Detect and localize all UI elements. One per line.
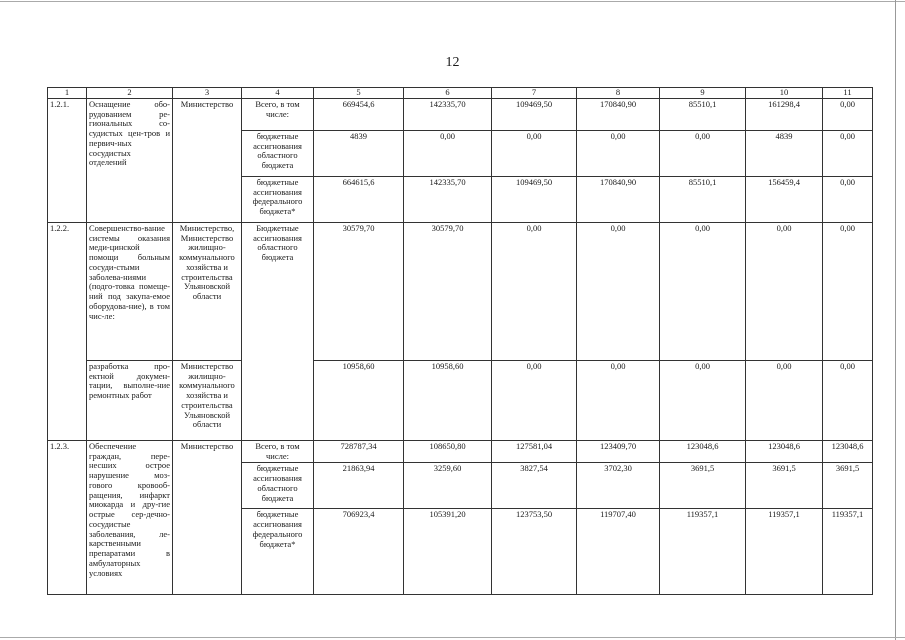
cell-value: 0,00: [577, 130, 660, 176]
funding-source: бюджетные ассигнования областного бюджета: [242, 130, 314, 176]
funding-source: бюджетные ассигнования федерального бюджета*: [242, 509, 314, 595]
col-header: 10: [746, 88, 823, 99]
row-code: 1.2.1.: [48, 98, 87, 222]
cell-value: 728787,34: [314, 440, 404, 463]
col-header: 3: [173, 88, 242, 99]
row-name: Совершенство-вание системы оказания меди-цинской помощи больным сосуди-стыми заболева-ниями (подго-товка помеще-ний под закупа-емое оборудова-ние), в том чис-ле:: [87, 222, 173, 360]
col-header: 11: [823, 88, 873, 99]
cell-value: 3702,30: [577, 463, 660, 509]
cell-value: 4839: [314, 130, 404, 176]
budget-table: [47, 87, 873, 595]
funding-source: бюджетные ассигнования федерального бюджета*: [242, 176, 314, 222]
funding-source: Всего, в том числе:: [242, 440, 314, 463]
cell-value: 0,00: [492, 130, 577, 176]
cell-value: 10958,60: [314, 360, 404, 440]
cell-value: 161298,4: [746, 98, 823, 130]
cell-value: 119707,40: [577, 509, 660, 595]
cell-value: 123753,50: [492, 509, 577, 595]
cell-value: 0,00: [577, 222, 660, 360]
cell-value: 10958,60: [404, 360, 492, 440]
col-header: 5: [314, 88, 404, 99]
cell-value: 0,00: [823, 98, 873, 130]
cell-value: 664615,6: [314, 176, 404, 222]
cell-value: 170840,90: [577, 98, 660, 130]
cell-value: 0,00: [823, 222, 873, 360]
row-executor: Министерство: [173, 98, 242, 222]
cell-value: 0,00: [660, 222, 746, 360]
row-code: 1.2.2.: [48, 222, 87, 440]
table-row: [48, 98, 873, 130]
cell-value: 127581,04: [492, 440, 577, 463]
cell-value: 3259,60: [404, 463, 492, 509]
cell-value: 0,00: [823, 130, 873, 176]
col-header: 9: [660, 88, 746, 99]
cell-value: 0,00: [492, 222, 577, 360]
col-header: 8: [577, 88, 660, 99]
scan-edge-top: [0, 1, 905, 2]
table-row: [48, 360, 873, 440]
scan-edge-bottom: [0, 637, 905, 638]
cell-value: 123048,6: [823, 440, 873, 463]
cell-value: 669454,6: [314, 98, 404, 130]
cell-value: 0,00: [404, 130, 492, 176]
cell-value: 0,00: [660, 360, 746, 440]
col-header: 1: [48, 88, 87, 99]
funding-source: Бюджетные ассигнования областного бюджета: [242, 222, 314, 440]
cell-value: 0,00: [823, 360, 873, 440]
cell-value: 0,00: [492, 360, 577, 440]
row-executor: Министерство: [173, 440, 242, 595]
cell-value: 142335,70: [404, 176, 492, 222]
row-name: разработка про-ектной докумен-тации, выполне-ние ремонтных работ: [87, 360, 173, 440]
page-number: 12: [445, 55, 460, 70]
col-header: 7: [492, 88, 577, 99]
cell-value: 142335,70: [404, 98, 492, 130]
cell-value: 3691,5: [746, 463, 823, 509]
col-header: 4: [242, 88, 314, 99]
cell-value: 109469,50: [492, 176, 577, 222]
cell-value: 156459,4: [746, 176, 823, 222]
row-name: Обеспечение граждан, пере-несших острое нарушение моз-гового кровооб-ращения, инфаркт миокарда и дру-гие острые сер-дечно-сосудистые заболевания, ле-карственными препаратами в амбулаторных условиях: [87, 440, 173, 595]
scan-edge-right: [895, 0, 896, 640]
cell-value: 123048,6: [746, 440, 823, 463]
cell-value: 0,00: [577, 360, 660, 440]
cell-value: 123409,70: [577, 440, 660, 463]
cell-value: 109469,50: [492, 98, 577, 130]
funding-source: бюджетные ассигнования областного бюджета: [242, 463, 314, 509]
cell-value: 0,00: [823, 176, 873, 222]
cell-value: 119357,1: [746, 509, 823, 595]
cell-value: 85510,1: [660, 176, 746, 222]
cell-value: 706923,4: [314, 509, 404, 595]
cell-value: 21863,94: [314, 463, 404, 509]
row-name: Оснащение обо-рудованием ре-гиональных со-судистых цен-тров и первич-ных сосудистых отделений: [87, 98, 173, 222]
cell-value: 119357,1: [660, 509, 746, 595]
cell-value: 0,00: [746, 360, 823, 440]
row-executor: Министерство, Министерство жилищно-коммунального хозяйства и строительства Ульяновской области: [173, 222, 242, 360]
cell-value: 105391,20: [404, 509, 492, 595]
cell-value: 170840,90: [577, 176, 660, 222]
col-header: 2: [87, 88, 173, 99]
cell-value: 30579,70: [404, 222, 492, 360]
table-row: [48, 222, 873, 360]
cell-value: 3691,5: [823, 463, 873, 509]
cell-value: 108650,80: [404, 440, 492, 463]
row-code: 1.2.3.: [48, 440, 87, 595]
cell-value: 3691,5: [660, 463, 746, 509]
cell-value: 119357,1: [823, 509, 873, 595]
cell-value: 3827,54: [492, 463, 577, 509]
cell-value: 123048,6: [660, 440, 746, 463]
cell-value: 30579,70: [314, 222, 404, 360]
cell-value: 4839: [746, 130, 823, 176]
cell-value: 0,00: [746, 222, 823, 360]
table-row: [48, 440, 873, 463]
header-row: [48, 88, 873, 99]
col-header: 6: [404, 88, 492, 99]
cell-value: 0,00: [660, 130, 746, 176]
row-executor: Министерство жилищно-коммунального хозяйства и строительства Ульяновской области: [173, 360, 242, 440]
funding-source: Всего, в том числе:: [242, 98, 314, 130]
cell-value: 85510,1: [660, 98, 746, 130]
